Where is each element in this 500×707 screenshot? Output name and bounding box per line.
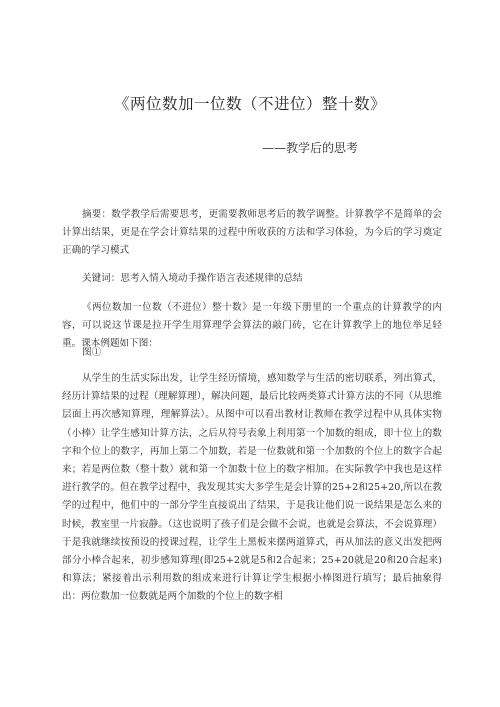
document-subtitle: ——教学后的思考 [261, 141, 358, 155]
keywords-section [62, 270, 442, 288]
figure-caption-section [62, 344, 442, 362]
figure-label: 图① [82, 347, 102, 358]
main-paragraph: 从学生的生活实际出发，让学生经历情境，感知数学与生活的密切联系，列出算式，经历计算结果的过程（理解算理），解决问题，最后比较两类算式计算方法的不同（从思维层面上再次感知算理，理解算法）。从图中可以看出教材让教师在教学过程中从具体实物（小棒）让学生感知计算方法，之后从符号表象上利用第一个加数的组成，即十位上的数字和个位上的数字，再加上第二个加数，若是一位数就和第一个加数的个位上的数字合起来；若是两位数（整十数）就和第一个加数十位上的数字相加。在实际教学中我也是这样进行教学的。但在教学过程中，我发现其实大多学生是会计算的25+2和25+20,所以在教学的过程中，他们中的一部分学生直接说出了结果，于是我让他们说一说结果是怎么来的时候，教室里一片寂静。（这也说明了孩子们是会做不会说，也就是会算法，不会说算理）于是我就继续按预设的授课过程，让学生上黑板来摆两道算式，再从加法的意义出发把两部分小棒合起来，初步感知算理(即25+2就是5和2合起来；25+20就是20和20合起来)和算法；紧接着出示利用数的组成来进行计算让学生根据小棒图进行填写；最后抽象得出：两位数加一位数就是两个加数的个位上的数字相 [62, 373, 442, 603]
intro-paragraph: 《两位数加一位数（不进位）整十数》是一年级下册里的一个重点的计算教学的内容，可以说这节课是拉开学生用算理学会算法的敲门砖，它在计算教学上的地位举足轻重。课本例题如下图： [62, 302, 442, 350]
abstract-paragraph: 摘要：数学教学后需要思考，更需要教师思考后的教学调整。计算教学不是简单的会计算出结果，更是在学会计算结果的过程中所收获的方法和学习体验，为今后的学习奠定正确的学习模式 [62, 209, 442, 257]
keywords-paragraph: 关键词：思考入情入境动手操作语言表述规律的总结 [82, 273, 303, 284]
document-title: 《两位数加一位数（不进位）整十数》 [113, 95, 386, 113]
main-section [62, 370, 442, 607]
abstract-section [62, 206, 442, 261]
